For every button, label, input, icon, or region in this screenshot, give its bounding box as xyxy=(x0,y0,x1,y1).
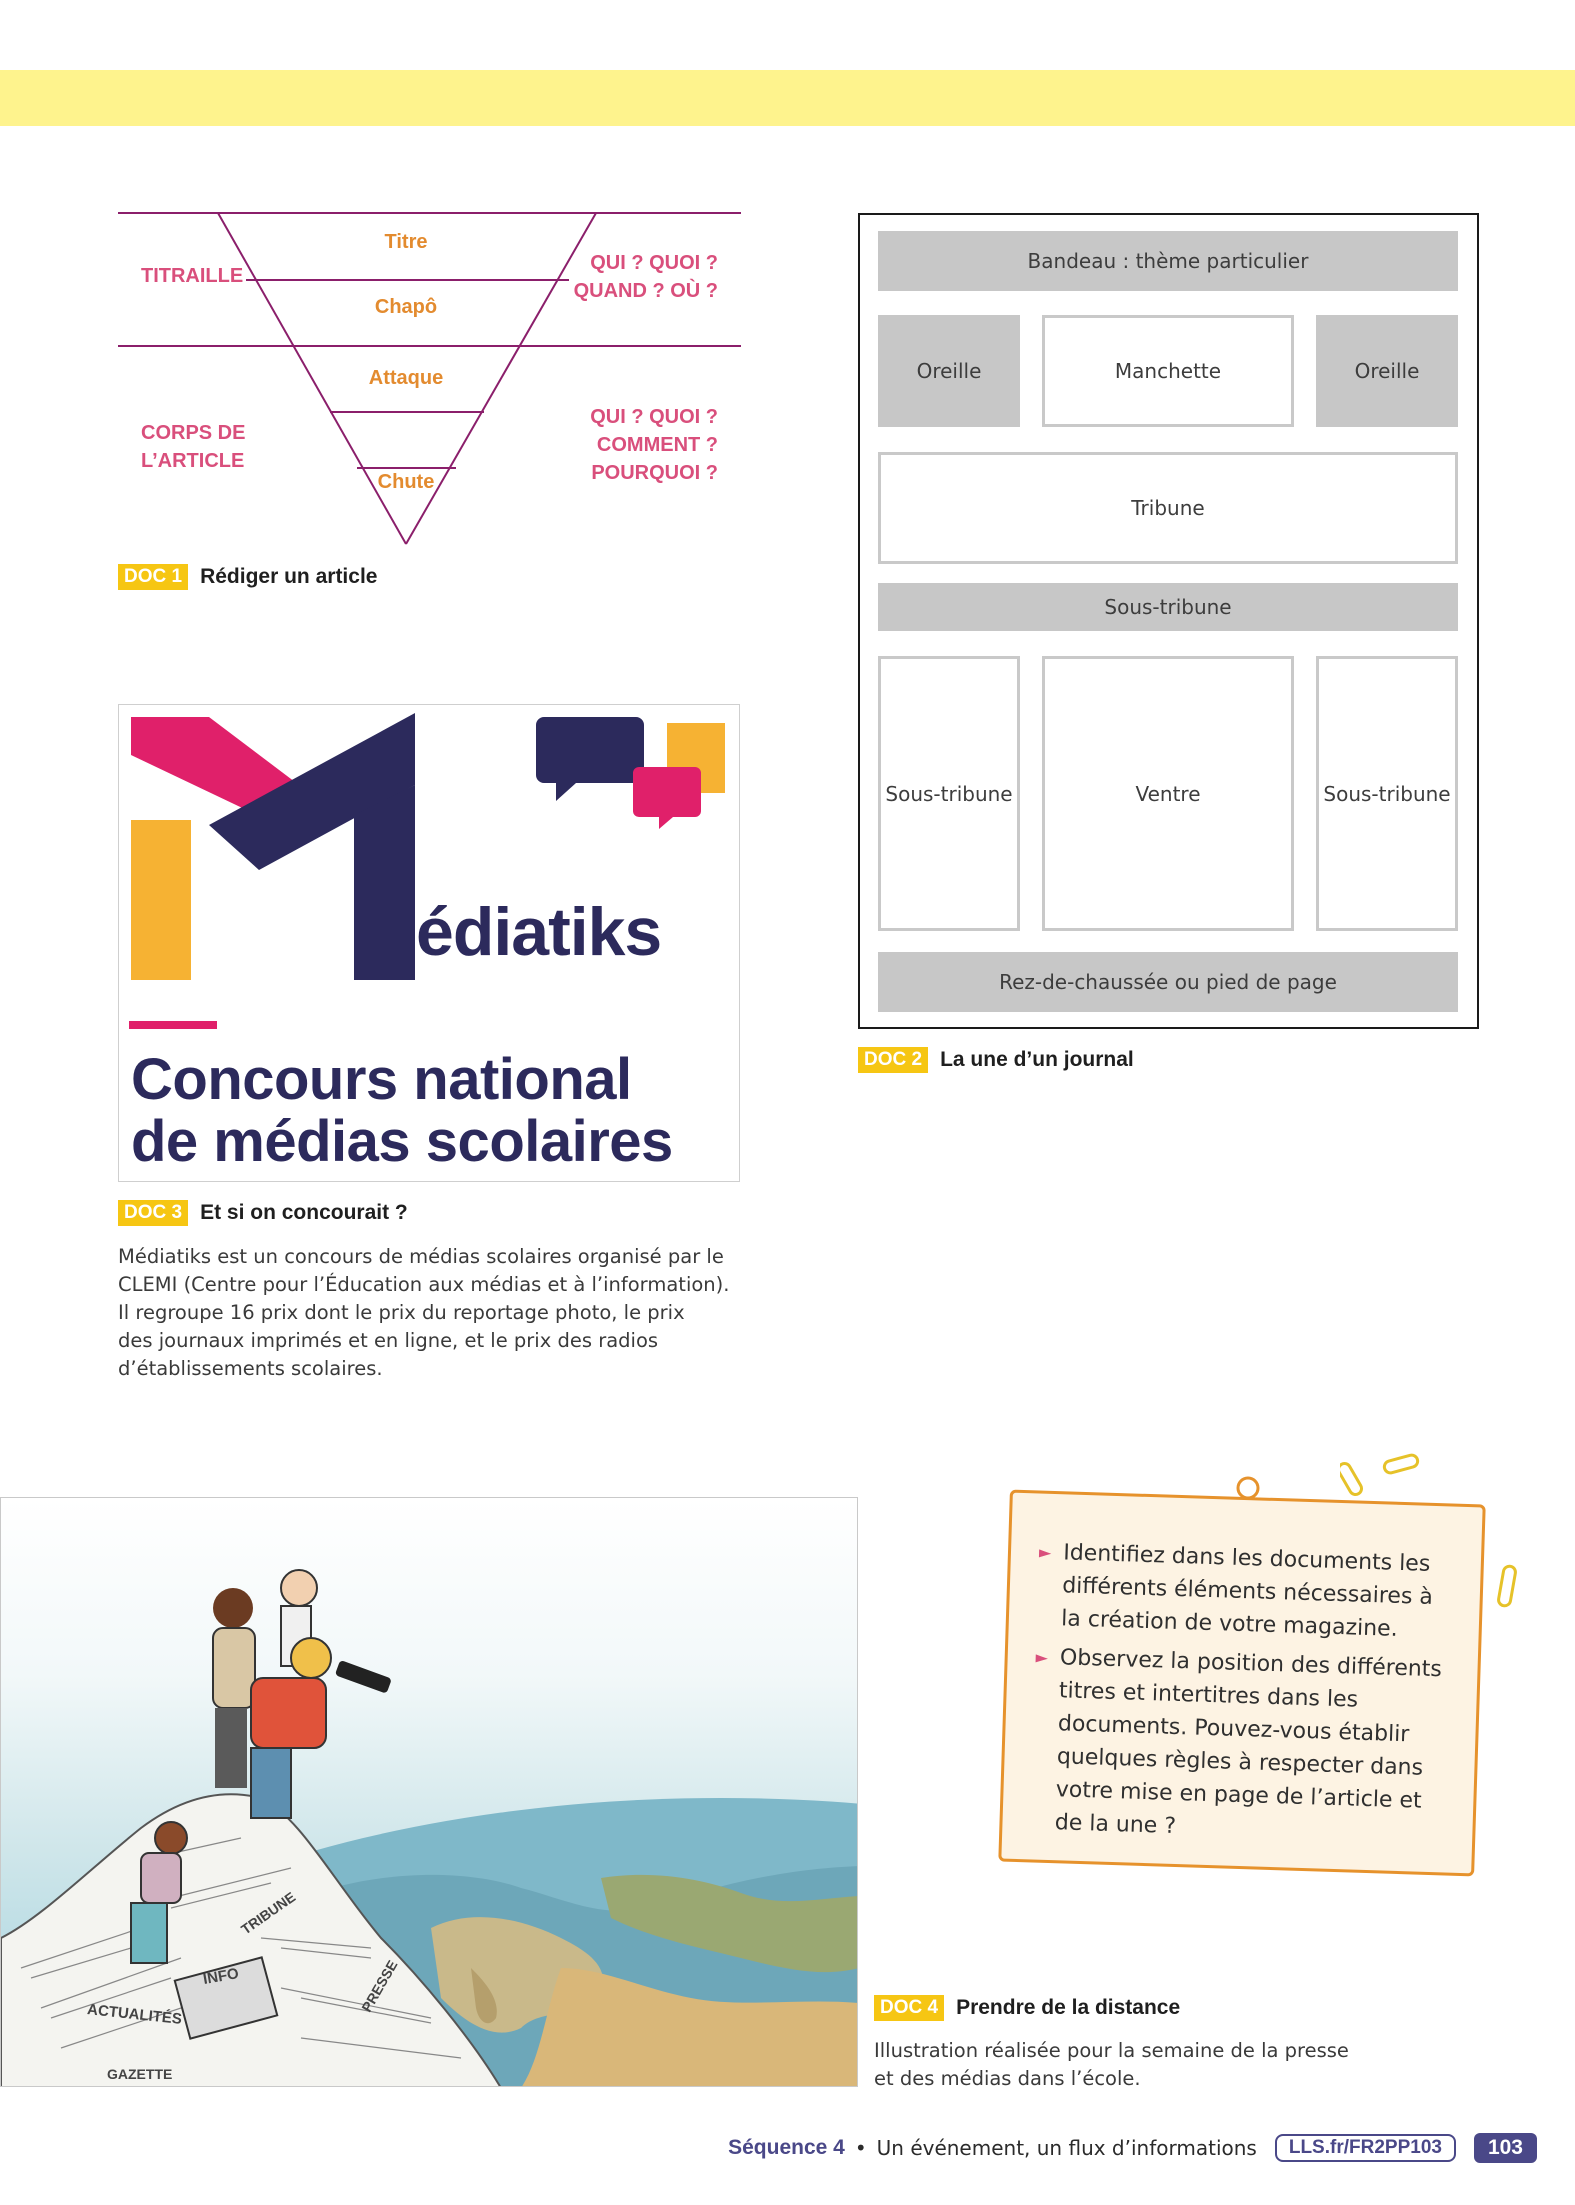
paper-label-tribune: TRIBUNE xyxy=(238,1888,299,1938)
pyramid-level-chapo: Chapô xyxy=(374,296,438,318)
logo-tagline-line: Concours national xyxy=(131,1047,632,1112)
pyramid-label-corps-line: L’ARTICLE xyxy=(141,450,245,472)
paperclip-icon xyxy=(1496,1563,1520,1613)
doc4-caption xyxy=(874,2037,1474,2093)
box-sous-tribune-right: Sous-tribune xyxy=(1316,656,1458,931)
pyramid-question-line: QUI ? QUOI ? xyxy=(590,406,718,428)
doc4-illustration xyxy=(0,1497,858,2087)
paper-label-gazette: GAZETTE xyxy=(107,2066,173,2082)
pyramid-questions-bottom xyxy=(590,403,718,487)
footer-sequence: Séquence 4 xyxy=(728,2136,845,2159)
logo-tagline-line: de médias scolaires xyxy=(131,1109,673,1174)
pyramid-label-corps xyxy=(141,419,245,475)
pyramid-level-attaque: Attaque xyxy=(368,367,444,389)
box-bandeau: Bandeau : thème particulier xyxy=(878,231,1458,291)
pyramid-question-line: QUAND ? OÙ ? xyxy=(573,280,718,302)
doc3-caption xyxy=(118,1243,758,1383)
footer-separator: • xyxy=(854,2136,867,2160)
pyramid-questions-top xyxy=(574,249,718,305)
note-item-text: Identifiez dans les documents les différents éléments nécessaires à la création de votre magazine. xyxy=(1060,1540,1434,1642)
instructions-note-card xyxy=(998,1490,1485,1877)
caption-line: d’établissements scolaires. xyxy=(118,1357,383,1380)
spyglass-icon xyxy=(335,1660,392,1694)
note-item-text: Observez la position des différents titres et intertitres dans les documents. Pouvez-vous établir quelques règles à respecter dans votre mise en page de l’article et de la une ? xyxy=(1054,1645,1443,1839)
caption-line: Médiatiks est un concours de médias scolaires organisé par le xyxy=(118,1245,724,1268)
pyramid-level-titre: Titre xyxy=(384,231,428,253)
footer-chapter-title: Un événement, un flux d’informations xyxy=(876,2136,1257,2160)
doc2-front-page-diagram xyxy=(858,213,1479,1029)
doc-badge: DOC 2 xyxy=(858,1047,928,1073)
box-manchette: Manchette xyxy=(1042,315,1294,427)
doc-title: Et si on concourait ? xyxy=(200,1201,408,1224)
doc1-pyramid-diagram xyxy=(118,206,742,546)
footer-link[interactable]: LLS.fr/FR2PP103 xyxy=(1275,2134,1456,2162)
box-pied-de-page: Rez-de-chaussée ou pied de page xyxy=(878,952,1458,1012)
box-tribune: Tribune xyxy=(878,452,1458,564)
speech-bubble-icon xyxy=(536,717,644,801)
bullet-icon: ► xyxy=(1038,1542,1052,1562)
doc-badge: DOC 4 xyxy=(874,1995,944,2021)
pyramid-question-line: POURQUOI ? xyxy=(591,462,718,484)
page-footer xyxy=(728,2133,1537,2163)
pyramid-level-chute: Chute xyxy=(377,471,435,493)
note-item xyxy=(1030,1641,1452,1852)
caption-line: des journaux imprimés et en ligne, et le prix des radios xyxy=(118,1329,659,1352)
doc-title: Rédiger un article xyxy=(200,565,378,588)
doc-title: La une d’un journal xyxy=(940,1048,1134,1071)
box-sous-tribune-wide: Sous-tribune xyxy=(878,583,1458,631)
pyramid-label-titraille: TITRAILLE xyxy=(141,265,244,287)
page-number: 103 xyxy=(1474,2133,1537,2163)
paper-label-actualites: ACTUALITÉS xyxy=(86,2001,183,2028)
box-oreille-right: Oreille xyxy=(1316,315,1458,427)
bullet-icon: ► xyxy=(1035,1647,1049,1667)
doc3-label xyxy=(118,1200,408,1226)
mediatiks-logo xyxy=(118,704,740,1182)
doc1-label xyxy=(118,564,377,590)
logo-pink-dash xyxy=(129,1021,217,1029)
caption-line: CLEMI (Centre pour l’Éducation aux médias et à l’information). xyxy=(118,1273,730,1296)
box-sous-tribune-left: Sous-tribune xyxy=(878,656,1020,931)
paperclip-icon xyxy=(1340,1448,1430,1508)
speech-bubble-icon xyxy=(633,767,701,829)
doc2-label xyxy=(858,1047,1134,1073)
pyramid-label-corps-line: CORPS DE xyxy=(141,422,246,444)
box-oreille-left: Oreille xyxy=(878,315,1020,427)
doc-badge: DOC 1 xyxy=(118,564,188,590)
logo-wordmark: édiatiks xyxy=(416,894,662,970)
pyramid-question-line: COMMENT ? xyxy=(596,434,718,456)
caption-line: et des médias dans l’école. xyxy=(874,2067,1141,2090)
paper-label-presse: PRESSE xyxy=(358,1957,401,2015)
illustration-scene xyxy=(1,1498,858,2087)
note-item xyxy=(1036,1536,1455,1648)
doc4-label xyxy=(874,1995,1180,2021)
doc-badge: DOC 3 xyxy=(118,1200,188,1226)
paper-label-info: INFO xyxy=(201,1965,241,1988)
box-ventre: Ventre xyxy=(1042,656,1294,931)
doc-title: Prendre de la distance xyxy=(956,1996,1181,2019)
caption-line: Il regroupe 16 prix dont le prix du reportage photo, le prix xyxy=(118,1301,685,1324)
top-color-band xyxy=(0,70,1575,126)
caption-line: Illustration réalisée pour la semaine de la presse xyxy=(874,2039,1349,2062)
pyramid-question-line: QUI ? QUOI ? xyxy=(590,252,718,274)
logo-tagline xyxy=(131,1049,673,1173)
